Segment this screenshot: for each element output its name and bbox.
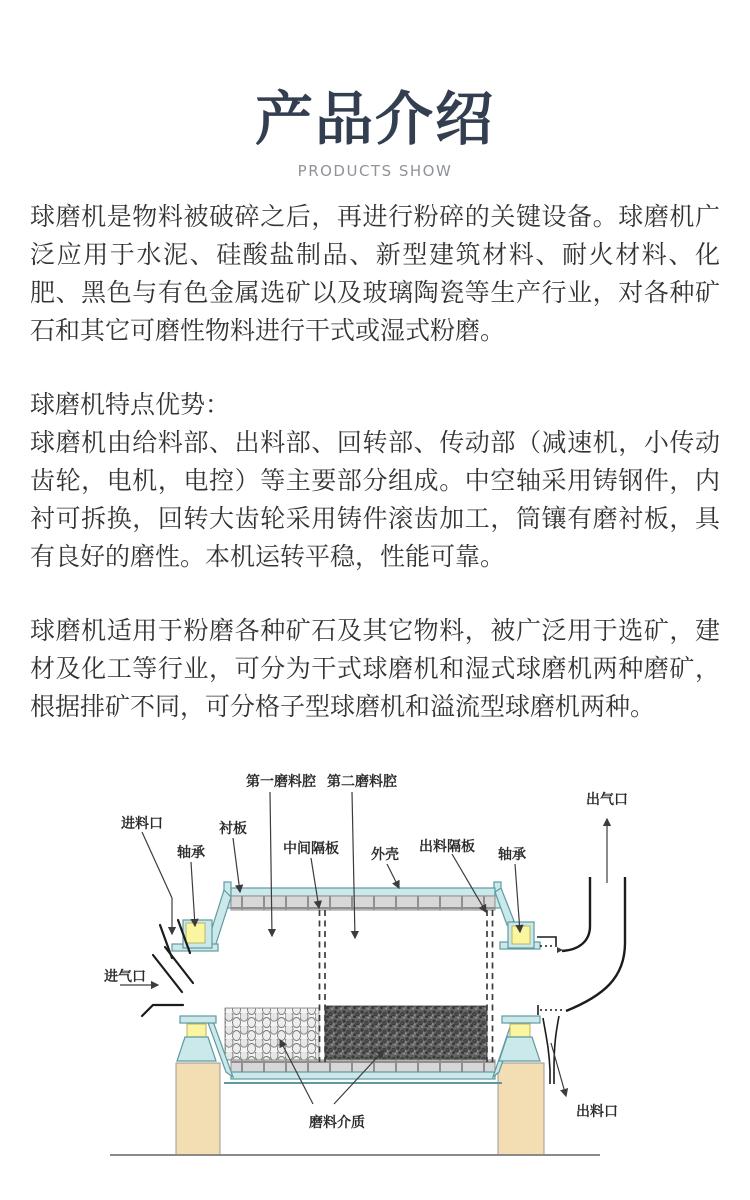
page-subtitle: PRODUCTS SHOW bbox=[297, 162, 453, 180]
label-grinding-media: 磨料介质 bbox=[309, 1115, 365, 1131]
bearing-block-lower-left bbox=[187, 1024, 206, 1037]
pedestal-right bbox=[498, 1063, 544, 1155]
bearing-block-upper-right bbox=[512, 926, 530, 944]
label-bearing-left: 轴承 bbox=[177, 845, 205, 861]
shell-top-band bbox=[231, 888, 495, 896]
label-shell: 外壳 bbox=[371, 847, 399, 863]
features-paragraph bbox=[30, 386, 720, 576]
label-gas-inlet: 进气口 bbox=[104, 969, 146, 985]
label-discharge-partition: 出料隔板 bbox=[419, 839, 475, 855]
intro-paragraph: 球磨机是物料被破碎之后，再进行粉碎的关键设备。球磨机广泛应用于水泥、硅酸盐制品、新型建筑材料、耐火材料、化肥、黑色与有色金属选矿以及玻璃陶瓷等生产行业，对各种矿石和其它可磨性物料进行干式或湿式粉磨。 bbox=[30, 202, 720, 345]
page-title: 产品介绍 bbox=[254, 85, 495, 153]
features-heading: 球磨机特点优势： bbox=[30, 390, 231, 419]
bearing-block-upper-left bbox=[186, 923, 205, 943]
label-bearing-right: 轴承 bbox=[498, 847, 526, 863]
page-header bbox=[0, 0, 750, 180]
media-balls-first-chamber bbox=[225, 1008, 319, 1060]
label-second-chamber: 第二磨料腔 bbox=[327, 774, 397, 790]
product-description bbox=[30, 198, 720, 726]
middle-partition-lines bbox=[320, 910, 326, 1062]
liner-bricks-top bbox=[231, 896, 495, 910]
leader-liner-plate bbox=[233, 838, 240, 892]
leader-shell bbox=[387, 864, 399, 888]
ball-mill-diagram bbox=[0, 740, 750, 1170]
bearing-shelf-lower-left bbox=[180, 1016, 216, 1023]
pipe-joint-lower bbox=[538, 1005, 562, 1015]
label-gas-outlet: 出气口 bbox=[586, 792, 628, 808]
label-middle-partition: 中间隔板 bbox=[283, 841, 339, 857]
leader-second-chamber bbox=[352, 792, 355, 938]
pedestal-left bbox=[176, 1063, 220, 1155]
leader-feed-inlet bbox=[142, 832, 172, 934]
leader-bearing-left bbox=[191, 862, 195, 926]
media-grit-second-chamber bbox=[325, 1006, 487, 1060]
label-first-chamber: 第一磨料腔 bbox=[246, 774, 316, 790]
liner-bricks-bottom bbox=[231, 1060, 495, 1072]
bearing-housing-lower-left bbox=[177, 1037, 216, 1061]
leader-first-chamber bbox=[270, 792, 272, 936]
gas-outlet-pipe bbox=[562, 877, 625, 1011]
bearing-block-lower-right bbox=[510, 1024, 530, 1037]
label-feed-inlet: 进料口 bbox=[121, 816, 163, 832]
label-discharge-port: 出料口 bbox=[576, 1104, 618, 1120]
discharge-funnel bbox=[543, 1016, 559, 1084]
pipe-joint-upper bbox=[537, 937, 563, 953]
features-body: 球磨机由给料部、出料部、回转部、传动部（减速机，小传动齿轮，电机，电控）等主要部分组成。中空轴采用铸钢件，内衬可拆换，回转大齿轮采用铸件滚齿加工，筒镶有磨衬板，具有良好的磨性。本机运转平稳，性能可靠。 bbox=[30, 428, 720, 571]
application-paragraph: 球磨机适用于粉磨各种矿石及其它物料，被广泛用于选矿，建材及化工等行业，可分为干式球磨机和湿式球磨机两种磨矿，根据排矿不同，可分格子型球磨机和溢流型球磨机两种。 bbox=[30, 616, 720, 721]
bearing-shelf-lower-right bbox=[502, 1016, 540, 1023]
discharge-partition-lines bbox=[487, 910, 493, 1062]
label-liner-plate: 衬板 bbox=[219, 821, 247, 837]
